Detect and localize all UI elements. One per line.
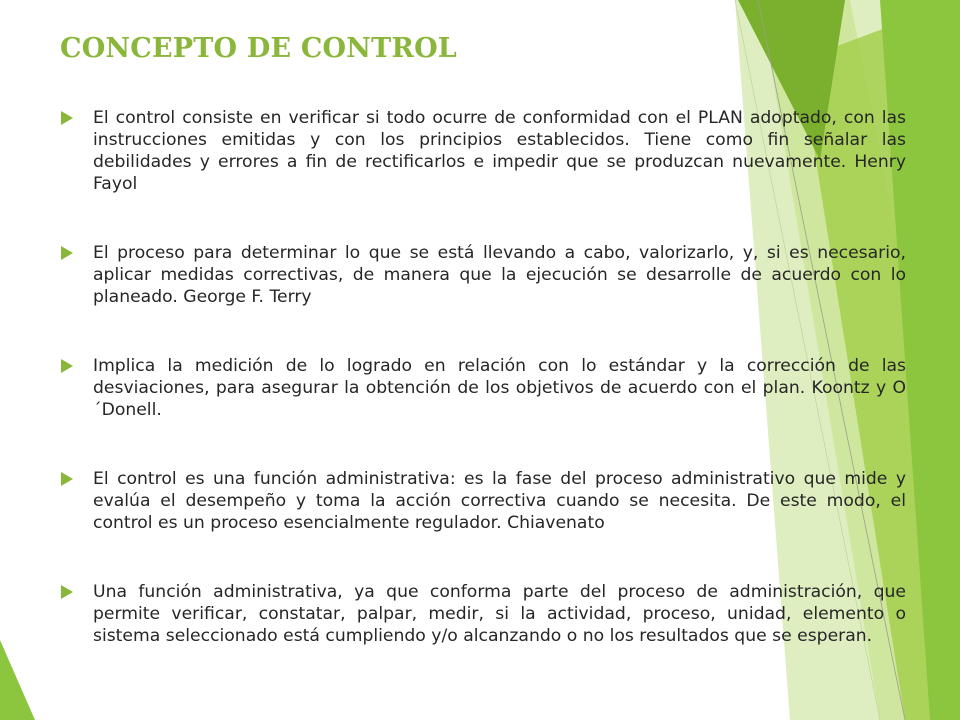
bullet-text: El control consiste en verificar si todo ocurre de conformidad con el PLAN adoptado, con las instrucciones emitidas y con los principios establecidos. Tiene como fin señalar las debilidades y errores a fin de rectificarlos e impedir que se produzcan nuevamente. Henry Fayol bbox=[93, 108, 906, 194]
bullet-text: Implica la medición de lo logrado en relación con lo estándar y la corrección de las desviaciones, para asegurar la obtención de los objetivos de acuerdo con el plan. Koontz y O´Donell. bbox=[93, 356, 906, 420]
bullet-text: El proceso para determinar lo que se está llevando a cabo, valorizarlo, y, si es necesario, aplicar medidas correctivas, de manera que la ejecución se desarrolle de acuerdo con lo planeado. George F. Terry bbox=[93, 243, 906, 307]
slide-title: CONCEPTO DE CONTROL bbox=[60, 33, 457, 64]
triangle-right-icon bbox=[60, 472, 74, 486]
bullet-list bbox=[60, 107, 906, 694]
triangle-right-icon bbox=[60, 111, 74, 125]
triangle-right-icon bbox=[60, 585, 74, 599]
bullet-text: El control es una función administrativa: es la fase del proceso administrativo que mide y evalúa el desempeño y toma la acción correctiva cuando se necesita. De este modo, el control es un proceso esencialmente regulador. Chiavenato bbox=[93, 469, 906, 533]
bullet-item bbox=[60, 242, 906, 308]
bullet-item bbox=[60, 581, 906, 647]
bullet-item bbox=[60, 107, 906, 195]
bullet-item bbox=[60, 468, 906, 534]
triangle-right-icon bbox=[60, 359, 74, 373]
facet-bottom-left bbox=[0, 640, 35, 720]
bullet-text: Una función administrativa, ya que conforma parte del proceso de administración, que permite verificar, constatar, palpar, medir, si la actividad, proceso, unidad, elemento o sistema seleccionado está cumpliendo y/o alcanzando o no los resultados que se esperan. bbox=[93, 582, 906, 646]
bullet-item bbox=[60, 355, 906, 421]
triangle-right-icon bbox=[60, 246, 74, 260]
